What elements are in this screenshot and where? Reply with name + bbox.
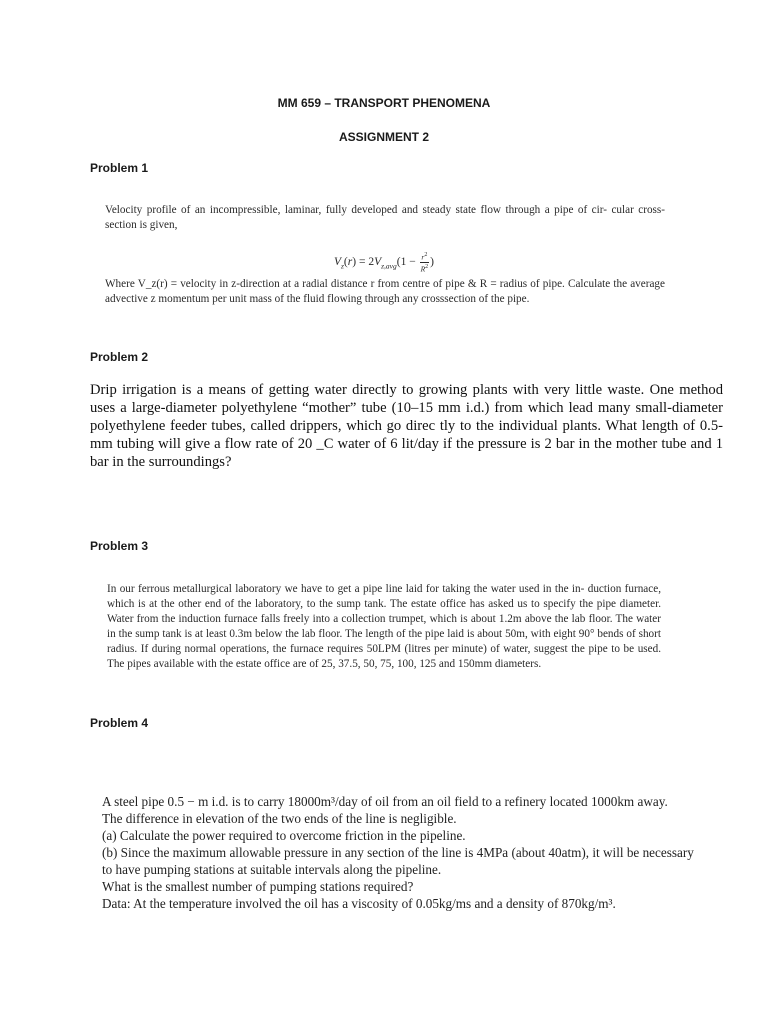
problem-4-line: What is the smallest number of pumping stations required?	[102, 879, 414, 894]
course-title: MM 659 – TRANSPORT PHENOMENA	[277, 96, 491, 110]
problem-1-body-text: Where V_z(r) = velocity in z-direction at a radial distance r from centre of pipe & R = radius of pipe. Calculate the average advective z momentum per unit mass of the fluid flowing through any crosssection of the pipe.	[105, 278, 665, 305]
problem-1-heading: Problem 1	[90, 161, 149, 175]
problem-3-body	[107, 582, 661, 672]
problem-2-text: Drip irrigation is a means of getting water directly to growing plants with very little waste. One method uses a large-diameter polyethylene “mother” tube (10–15 mm i.d.) from which lead many small-diameter polyethylene feeder tubes, called drippers, which go direc tly to the individual plants. What length of 0.5-mm tubing will give a flow rate of 20 _C water of 6 lit/day if the pressure is 2 bar in the mother tube and 1 bar in the surroundings?	[90, 382, 723, 470]
problem-4-heading: Problem 4	[90, 716, 149, 730]
problem-4-line: A steel pipe 0.5 − m i.d. is to carry 18000m³/day of oil from an oil field to a refinery located 1000km away.	[102, 794, 668, 809]
problem-3-text: In our ferrous metallurgical laboratory we have to get a pipe line laid for taking the water used in the in- duction furnace, which is at the other end of the laboratory, to the sump tank. The estate office has asked us to specify the pipe diameter. Water from the induction furnace falls freely into a collection trumpet, which is about 1.2m above the lab floor. The water in the sump tank is at least 0.3m below the lab floor. The length of the pipe laid is about 50m, with eight 90° bends of short radius. If during normal operations, the furnace requires 50LPM (litres per minute) of water, suggest the pipe to be used. The pipes available with the estate office are of 25, 37.5, 50, 75, 100, 125 and 150mm diameters.	[107, 583, 661, 670]
problem-4-line: (a) Calculate the power required to overcome friction in the pipeline.	[102, 828, 466, 843]
problem-1-intro-text: Velocity profile of an incompressible, laminar, fully developed and steady state flow through a pipe of cir- cular cross-section is given,	[105, 204, 665, 231]
velocity-equation-rendered: $V_z(r) = 2V_{z,avg}(1$ − $\frac{r^2}{R^2}$ )	[333, 252, 435, 273]
problem-4-line: Data: At the temperature involved the oil has a viscosity of 0.05kg/ms and a density of 870kg/m³.	[102, 896, 616, 911]
r-over-R-fraction: $\frac{r^2}{R^2}$	[420, 252, 429, 273]
problem-2-heading: Problem 2	[90, 350, 149, 364]
problem-4-body	[102, 793, 752, 912]
problem-4-line: (b) Since the maximum allowable pressure in any section of the line is 4MPa (about 40atm), it will be necessary	[102, 845, 694, 860]
velocity-equation	[0, 251, 768, 273]
problem-4-line: The difference in elevation of the two ends of the line is negligible.	[102, 811, 457, 826]
problem-1-body	[105, 277, 665, 307]
problem-1-intro	[105, 203, 665, 233]
problem-4-line: to have pumping stations at suitable intervals along the pipeline.	[102, 862, 442, 877]
assignment-title: ASSIGNMENT 2	[338, 130, 429, 144]
problem-3-heading: Problem 3	[90, 539, 149, 553]
problem-2-body	[90, 381, 723, 471]
